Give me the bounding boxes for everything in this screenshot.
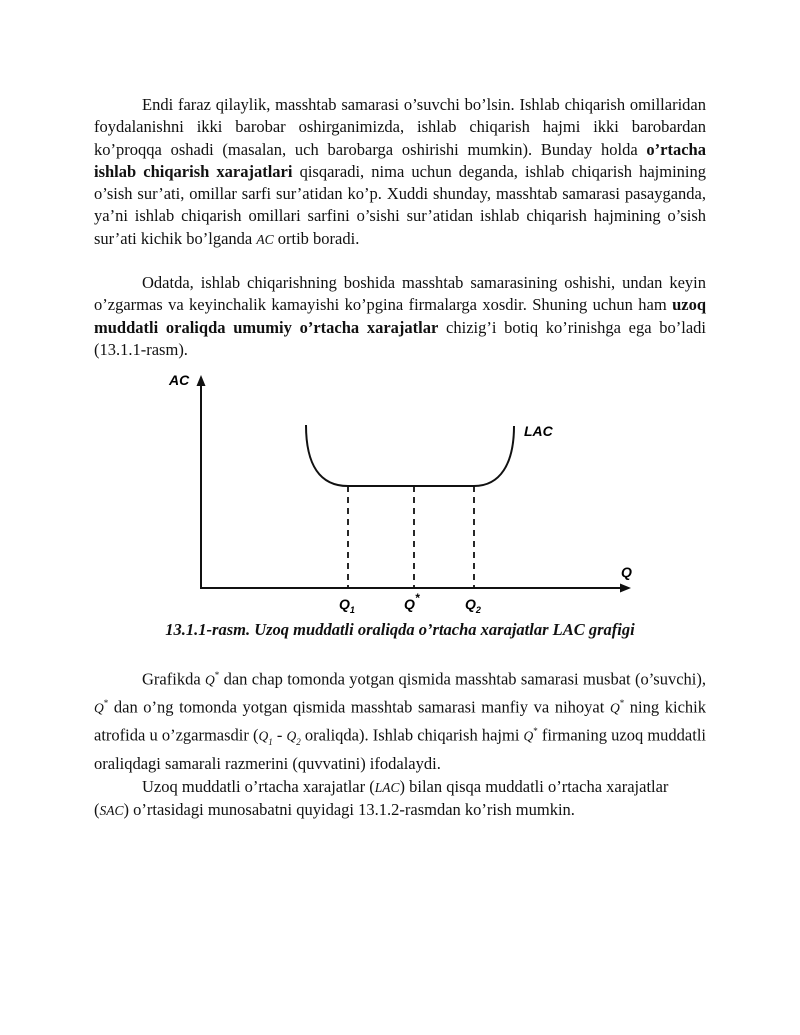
text-run: ) bilan qisqa muddatli o’rtacha xarajatlar (: [94, 777, 669, 820]
text-run: -: [272, 725, 287, 745]
text-run: Uzoq muddatli o’rtacha xarajatlar (: [142, 777, 375, 796]
y-axis-label: AC: [169, 372, 190, 388]
text-run: ning kichik atrofida u o’zgarmasdir (: [94, 697, 706, 745]
lac-figure: [0, 360, 800, 620]
paragraph-1: [94, 94, 706, 251]
paragraph-3: [94, 664, 706, 775]
tick-label-q1: $Q_1$: [339, 596, 355, 615]
math-subscript: 1: [268, 736, 273, 747]
math-superscript: *: [214, 670, 220, 680]
text-run: qisqaradi, nima uchun deganda, ishlab chiqarish hajmining o’sish sur’ati, omillar sarfi sur’atidan ko’p. Xuddi shunday, masshtab samarasi pasayganda, ya’ni ishlab chiqarish omillari sarfini o’sishi sur’atidan ishlab chiqarish hajmining o’sish sur’ati kichik bo’lganda: [94, 161, 706, 248]
text-run: chizig’i botiq ko’rinishga ega bo’ladi (13.1.1-rasm).: [94, 317, 706, 359]
math-symbol: Q: [523, 728, 534, 744]
math-symbol: AC: [256, 231, 274, 247]
math-symbol: Q: [258, 728, 269, 744]
paragraph-2: [94, 272, 706, 361]
text-run: ortib boradi.: [273, 228, 360, 248]
paragraph-4: [94, 776, 706, 823]
text-run: Odatda, ishlab chiqarishning boshida masshtab samarasining oshishi, undan keyin o’zgarmas va keyinchalik kamayishi ko’pgina firmalarga xosdir. Shuning uchun ham: [94, 273, 706, 315]
text-run: firmaning uzoq muddatli oraliqdagi samarali razmerini (quvvatini) ifodalaydi.: [94, 725, 707, 773]
math-symbol: SAC: [99, 803, 124, 819]
text-run: oraliqda). Ishlab chiqarish hajmi: [300, 725, 524, 745]
math-superscript: *: [619, 697, 625, 708]
math-symbol: Q: [286, 728, 297, 744]
figure-caption: 13.1.1-rasm. Uzoq muddatli oraliqda o’rtacha xarajatlar LAC grafigi: [165, 620, 635, 639]
x-axis-arrow: [620, 584, 631, 593]
text-run: ) o’rtasidagi munosabatni quyidagi 13.1.2-rasmdan ko’rish mumkin.: [123, 800, 575, 820]
text-run: Endi faraz qilaylik, masshtab samarasi o’suvchi bo’lsin. Ishlab chiqarish omillaridan foydalanishni ikki barobar oshirganimizda, ishlab chiqarish hajmi ikki barobardan ko’proqqa oshadi (masalan, uch barobarga oshirishi mumkin). Bunday holda: [94, 95, 706, 159]
curve-label: LAC: [524, 423, 553, 439]
lac-curve: [306, 425, 514, 486]
text-run: dan chap tomonda yotgan qismida masshtab samarasi musbat (o’suvchi),: [219, 669, 706, 689]
math-superscript: *: [103, 697, 109, 708]
text-run: dan o’ng tomonda yotgan qismida masshtab samarasi manfiy va nihoyat: [108, 697, 610, 717]
bold-term: uzoq muddatli oraliqda umumiy o’rtacha xarajatlar: [94, 295, 706, 337]
x-axis-label: Q: [621, 564, 632, 580]
math-symbol: Q: [204, 672, 215, 688]
y-axis-arrow: [197, 375, 206, 386]
tick-label-q2: $Q_2$: [465, 596, 481, 615]
bold-term: o’rtacha ishlab chiqarish xarajatlari: [94, 139, 706, 181]
math-symbol: Q: [609, 700, 620, 716]
tick-label-qstar: Q*: [404, 591, 420, 612]
math-symbol: Q: [94, 700, 104, 716]
math-superscript: *: [533, 725, 538, 736]
math-symbol: LAC: [374, 780, 400, 795]
math-subscript: 2: [296, 736, 301, 747]
text-run: Grafikda: [142, 669, 205, 689]
